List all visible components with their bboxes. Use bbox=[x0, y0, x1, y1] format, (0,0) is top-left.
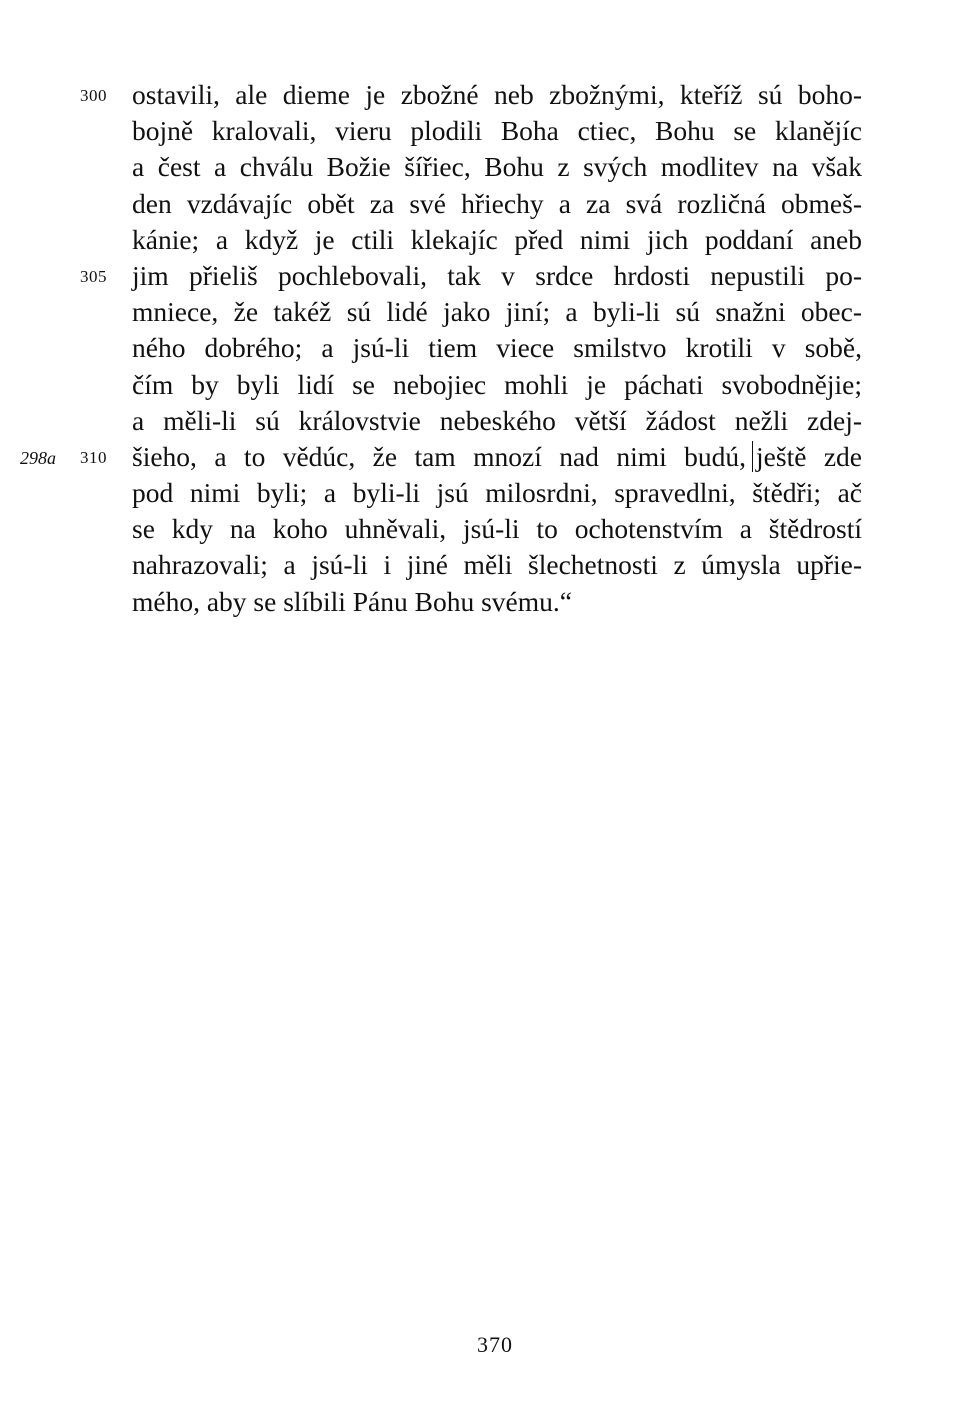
line-text: den vzdávajíc obět za své hřiechy a za svá rozličná obmeš- bbox=[132, 187, 862, 219]
line-text: a čest a chválu Božie šířiec, Bohu z svých modlitev na však bbox=[132, 151, 862, 183]
line-number: 310 bbox=[80, 447, 107, 467]
line-text: bojně kralovali, vieru plodili Boha ctiec, Bohu se klanějíc bbox=[132, 115, 862, 147]
text-line bbox=[132, 584, 862, 620]
text-block bbox=[20, 77, 862, 620]
folio-marker: 298a bbox=[20, 447, 56, 468]
line-text-after-break: ještě zde bbox=[756, 440, 862, 472]
line-text: a měli-li sú královstvie nebeského větší žádost nežli zdej- bbox=[132, 404, 862, 436]
page-number: 370 bbox=[477, 1332, 513, 1357]
text-line bbox=[132, 222, 862, 258]
line-text: ného dobrého; a jsú-li tiem viece smilstvo krotili v sobě, bbox=[132, 332, 862, 364]
text-line bbox=[132, 475, 862, 511]
text-line bbox=[80, 77, 862, 113]
line-text: nahrazovali; a jsú-li i jiné měli šlechetnosti z úmysla upřie- bbox=[132, 549, 862, 581]
line-text: čím by byli lidí se nebojiec mohli je páchati svobodnějie; bbox=[132, 368, 862, 400]
text-line bbox=[132, 149, 862, 185]
text-line bbox=[132, 511, 862, 547]
line-number: 305 bbox=[80, 266, 107, 286]
text-line bbox=[132, 294, 862, 330]
line-text: mého, aby se slíbili Pánu Bohu svému.“ bbox=[132, 585, 572, 617]
line-text: pod nimi byli; a byli-li jsú milosrdni, spravedlni, štědři; ač bbox=[132, 477, 862, 509]
text-line bbox=[132, 186, 862, 222]
line-text: ostavili, ale dieme je zbožné neb zbožnými, kteříž sú boho- bbox=[132, 79, 862, 110]
line-text-before-break: šieho, a to vědúc, že tam mnozí nad nimi budú, bbox=[132, 440, 747, 472]
line-number: 300 bbox=[80, 86, 107, 105]
line-text: se kdy na koho uhněvali, jsú-li to ochotenstvím a štědrostí bbox=[132, 513, 862, 545]
text-line bbox=[132, 113, 862, 149]
text-line bbox=[20, 439, 862, 475]
line-text: kánie; a když je ctili klekajíc před nimi jich poddaní aneb bbox=[132, 223, 862, 255]
text-line bbox=[132, 403, 862, 439]
text-line bbox=[80, 258, 862, 294]
line-text: mniece, že takéž sú lidé jako jiní; a byli-li sú snažni obec- bbox=[132, 296, 862, 328]
text-line bbox=[132, 367, 862, 403]
folio-break-mark bbox=[752, 441, 753, 472]
text-line bbox=[132, 547, 862, 583]
line-text: jim přieliš pochlebovali, tak v srdce hrdosti nepustili po- bbox=[132, 259, 862, 291]
text-line bbox=[132, 330, 862, 366]
